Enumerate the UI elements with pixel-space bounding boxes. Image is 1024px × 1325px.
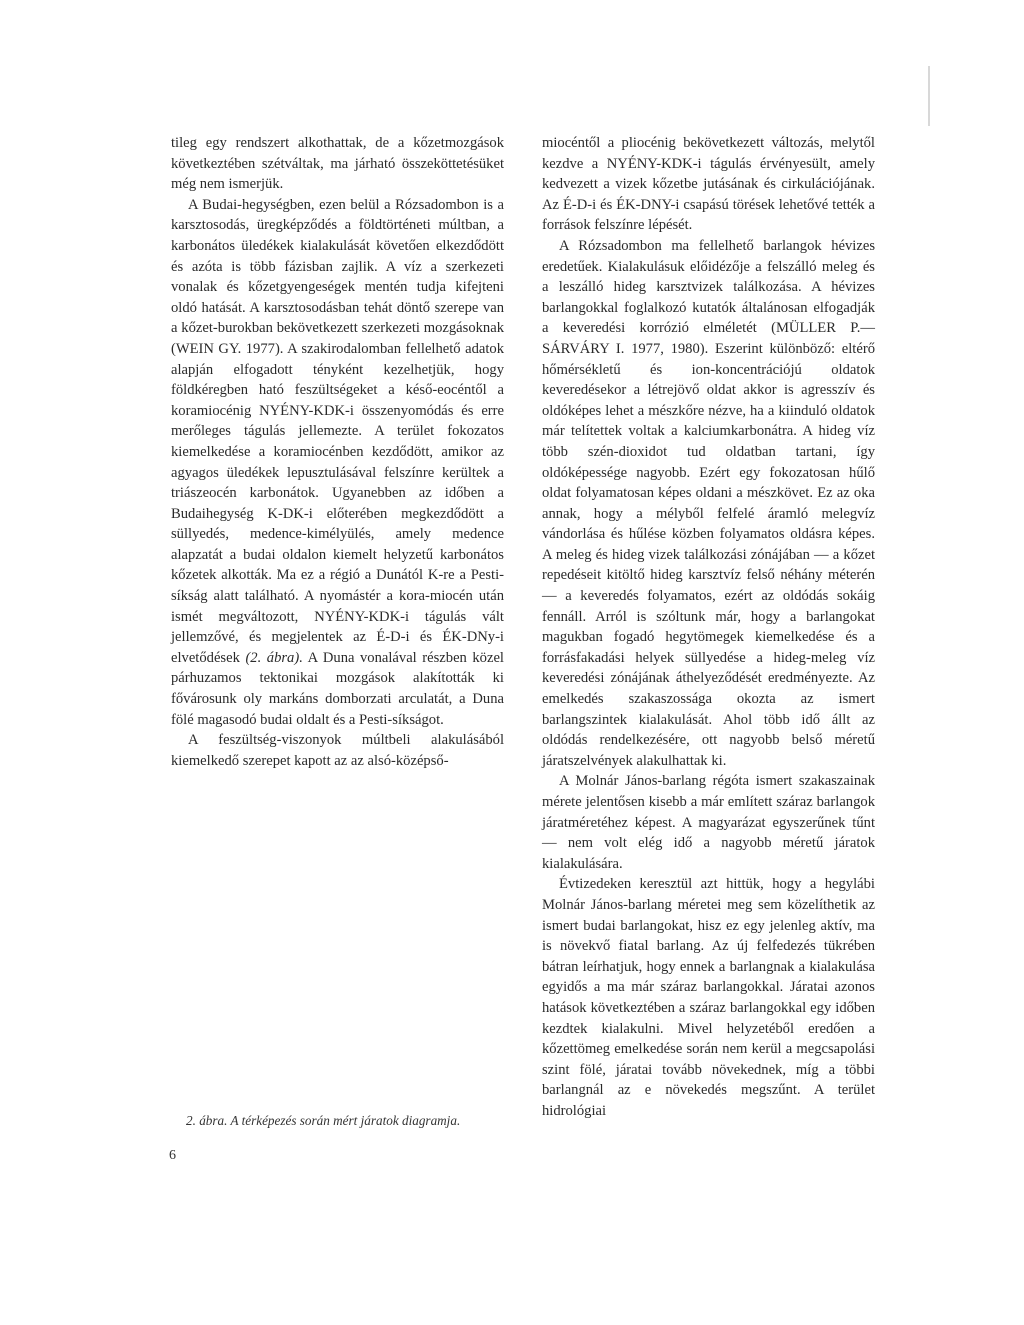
page-number: 6 <box>169 1148 176 1163</box>
left-paragraph-2-text: A Budai-hegységben, ezen belül a Rózsadombon is a karsztosodás, üregképződés a földtörténeti múltban, a karbonátos üledékek kialakulását követően elkezdődött és azóta is több fázisban zajlik. A víz a szerkezeti vonalak és kőzetgyengeségek mentén tudja kifejteni oldó hatását. A karsztosodásban tehát döntő szerepe van a kőzet-burokban bekövetkezett szerkezeti mozgásoknak (WEIN GY. 1977). A szakirodalomban fellelhető adatok alapján elfogadott tényként kezelhetjük, hogy földkéregben ható feszültségeket a késő-eocéntől a koramiocénig NYÉNY-KDK-i összenyomódás és erre merőleges tágulás jellemezte. A terület fokozatos kiemelkedése a koramiocénben kezdődött, amikor az agyagos üledékek lepusztulásával felszínre kerültek a triászeocén karbonátok. Ugyanebben az időben a Budaihegység K-DK-i előterében megkezdődött a süllyedés, medence-kimélyülés, amely medence alapzatát a budai oldalon kiemelt helyzetű karbonátos kőzetek alkották. Ma ez a régió a Dunától K-re a Pesti-síkság alatt található. A nyomástér a kora-miocén után ismét megváltozott, NYÉNY-KDK-i tágulás vált jellemzővé, és megjelentek az É-D-i és ÉK-DNy-i elvetődések <box>171 196 504 666</box>
right-paragraph-1: miocéntől a pliocénig bekövetkezett változás, melytől kezdve a NYÉNY-KDK-i tágulás érvényesült, amely kedvezett a vizek kőzetbe jutásának és cirkulációjának. Az É-D-i és ÉK-DNY-i csapású törések lehetővé tették a források felszínre lépését. <box>542 135 875 234</box>
left-paragraph-1: tileg egy rendszert alkothattak, de a kőzetmozgások következtében szétváltak, ma járható összeköttetésüket még nem ismerjük. <box>171 135 504 193</box>
right-paragraph-2: A Rózsadombon ma fellelhető barlangok hévizes eredetűek. Kialakulásuk előidézője a felszálló meleg és a leszálló hideg karsztvizek találkozása. A hévizes barlangokkal foglalkozó kutatók általánosan elfogadják a keveredési korrózió elméletét (MÜLLER P.—SÁRVÁRY I. 1977, 1980). Eszerint különböző: eltérő hőmérsékletű és ion-koncentrációjú oldatok keveredésekor a létrejövő oldat akkor is agresszív és oldóképes lehet a mészkőre nézve, ha a kiinduló oldatok már telítettek voltak a kalciumkarbonátra. A hideg víz több szén-dioxidot tud oldatban tartani, így oldóképessége nagyobb. Ezért egy fokozatosan hűlő oldat folyamatosan képes oldani a mészkövet. Ez az oka annak, hogy a mélyből felfelé áramló melegvíz vándorlása és hűlése közben folyamatos oldásra képes. A meleg és hideg vizek találkozási zónájában — a kőzet repedéseit kitöltő hideg karsztvíz felső néhány méterén — a keveredés folyamatos, ezért az oldódás sokáig fennáll. Arról is szóltunk már, hogy a barlangokat magukban fogadó hegytömegek kiemelkedése és a forrásfakadási helyek süllyedése a hideg-meleg víz keveredési zónájának áthelyeződését eredményezte. Az emelkedés szakaszossága okozta az ismert barlangszintek kialakulását. Ahol több idő állt az oldódás rendelkezésére, ott nagyobb belső méretű járatszelvények alakulhattak ki. <box>542 237 875 769</box>
figure-placeholder <box>171 787 504 1109</box>
figure-caption: 2. ábra. A térképezés során mért járatok diagramja. <box>186 1113 461 1128</box>
left-paragraph-2 <box>171 195 504 730</box>
left-text-column <box>171 133 504 771</box>
right-paragraph-4: Évtizedeken keresztül azt hittük, hogy a hegylábi Molnár János-barlang méretei meg sem közelíthetik az ismert budai barlangokat, hisz ez egy jelenleg aktív, ma is növekvő fiatal barlang. Az új felfedezés tükrében bátran leírhatjuk, hogy ennek a barlangnak a kialakulása egyidős a ma már száraz barlangokkal. Járatai azonos hatások következtében a száraz barlangokkal egy időben kezdtek kialakulni. Mivel helyzetéből eredően a kőzettömeg emelkedése során nem kerül a megcsapolási szint fölé, járatai tovább növekednek, míg a többi barlangnál az e növekedés megszűnt. A terület hidrológiai <box>542 876 875 1119</box>
left-paragraph-2-continuation: A Duna vonalával részben közel párhuzamos tektonikai mozgások alakították ki fővárosunk oly markáns domborzati arculatát, a Duna fölé magasodó budai oldalt és a Pesti-síkságot. <box>171 649 504 728</box>
right-paragraph-3: A Molnár János-barlang régóta ismert szakaszainak mérete jelentősen kisebb a már említett száraz barlangok járatméretéhez képest. A magyarázat egyszerűnek tűnt — nem volt elég idő a nagyobb méretű járatok kialakulására. <box>542 773 875 872</box>
left-paragraph-3: A feszültség-viszonyok múltbeli alakulásából kiemelkedő szerepet kapott az az alsó-középső- <box>171 732 504 769</box>
figure-reference: (2. ábra). <box>245 649 303 666</box>
right-text-column <box>542 133 875 1122</box>
scan-edge-mark <box>928 66 930 126</box>
